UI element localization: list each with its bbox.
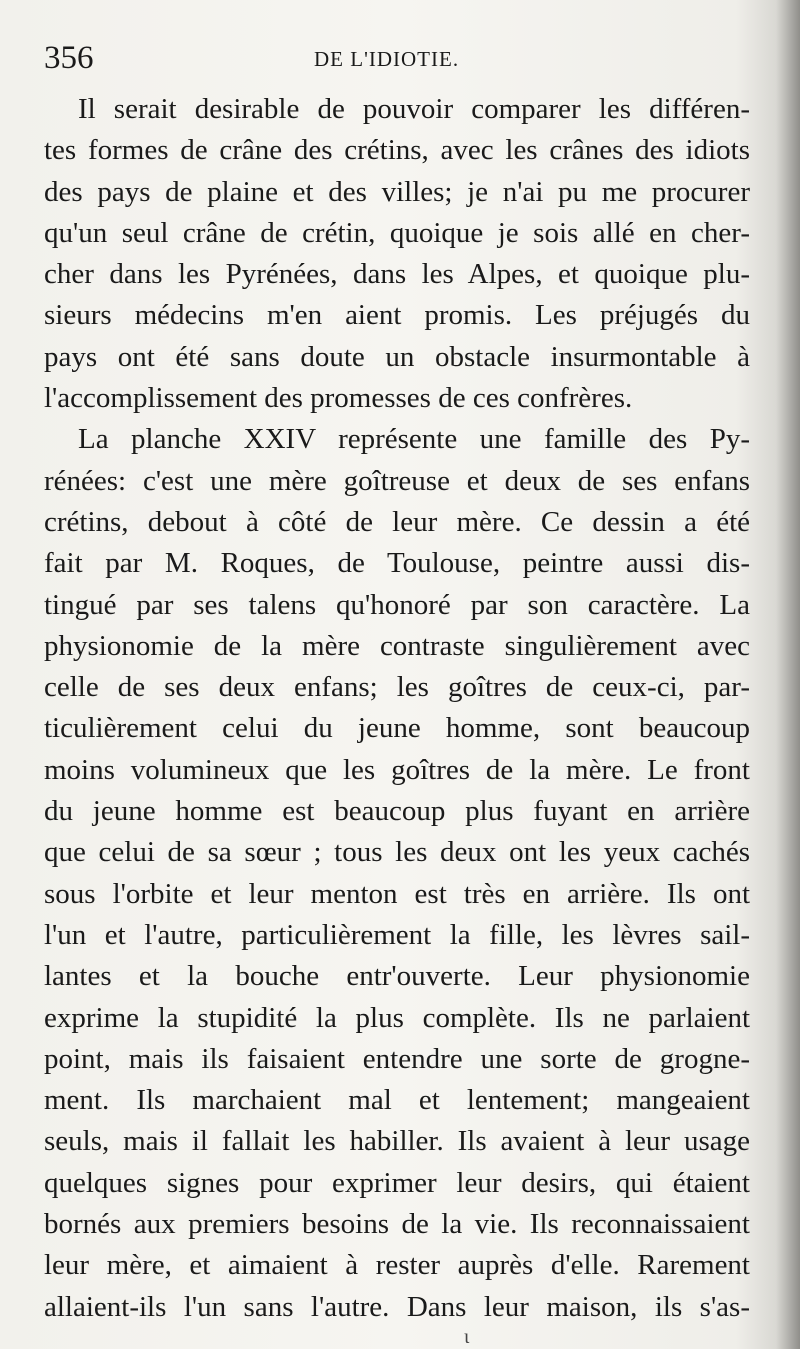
text-line: fait par M. Roques, de Toulouse, peintre aussi dis- — [44, 547, 750, 580]
text-line: lantes et la bouche entr'ouverte. Leur physionomie — [44, 960, 750, 993]
text-line: allaient-ils l'un sans l'autre. Dans leur maison, ils s'as- — [44, 1290, 750, 1323]
text-line: crétins, debout à côté de leur mère. Ce dessin a été — [44, 505, 750, 538]
running-head — [44, 38, 744, 78]
text-line: physionomie de la mère contraste singulièrement avec — [44, 629, 750, 662]
footer-mark: ɩ — [464, 1326, 470, 1348]
text-line: point, mais ils faisaient entendre une sorte de grogne- — [44, 1042, 750, 1075]
text-line: leur mère, et aimaient à rester auprès d'elle. Rarement — [44, 1249, 750, 1282]
text-line: seuls, mais il fallait les habiller. Ils avaient à leur usage — [44, 1125, 750, 1158]
text-line: rénées: c'est une mère goîtreuse et deux de ses enfans — [44, 464, 750, 497]
text-line: exprime la stupidité la plus complète. Ils ne parlaient — [44, 1001, 750, 1034]
text-line: cher dans les Pyrénées, dans les Alpes, et quoique plu- — [44, 258, 750, 291]
text-line: du jeune homme est beaucoup plus fuyant en arrière — [44, 795, 750, 828]
text-line: sieurs médecins m'en aient promis. Les préjugés du — [44, 299, 750, 332]
running-title: DE L'IDIOTIE. — [314, 47, 460, 71]
text-line: celle de ses deux enfans; les goîtres de ceux-ci, par- — [44, 671, 750, 704]
text-line: tingué par ses talens qu'honoré par son caractère. La — [44, 588, 750, 621]
page-number: 356 — [44, 40, 94, 76]
text-line: qu'un seul crâne de crétin, quoique je sois allé en cher- — [44, 216, 750, 249]
text-line: tes formes de crâne des crétins, avec les crânes des idiots — [44, 134, 750, 167]
body-text — [44, 89, 750, 1328]
text-line: Il serait desirable de pouvoir comparer les différen- — [78, 93, 750, 125]
text-line: l'un et l'autre, particulièrement la fille, les lèvres sail- — [44, 918, 750, 951]
text-line: que celui de sa sœur ; tous les deux ont les yeux cachés — [44, 836, 750, 869]
text-line: quelques signes pour exprimer leur desirs, qui étaient — [44, 1166, 750, 1199]
text-line: La planche XXIV représente une famille des Py- — [78, 423, 750, 456]
text-line: moins volumineux que les goîtres de la mère. Le front — [44, 753, 750, 786]
text-line: pays ont été sans doute un obstacle insurmontable à — [44, 340, 750, 373]
text-line: ticulièrement celui du jeune homme, sont beaucoup — [44, 712, 750, 745]
text-line: bornés aux premiers besoins de la vie. Ils reconnaissaient — [44, 1208, 750, 1241]
text-line: des pays de plaine et des villes; je n'ai pu me procurer — [44, 175, 750, 208]
text-line: l'accomplissement des promesses de ces confrères. — [44, 382, 633, 415]
text-line: ment. Ils marchaient mal et lentement; mangeaient — [44, 1084, 750, 1117]
text-line: sous l'orbite et leur menton est très en arrière. Ils ont — [44, 877, 750, 910]
